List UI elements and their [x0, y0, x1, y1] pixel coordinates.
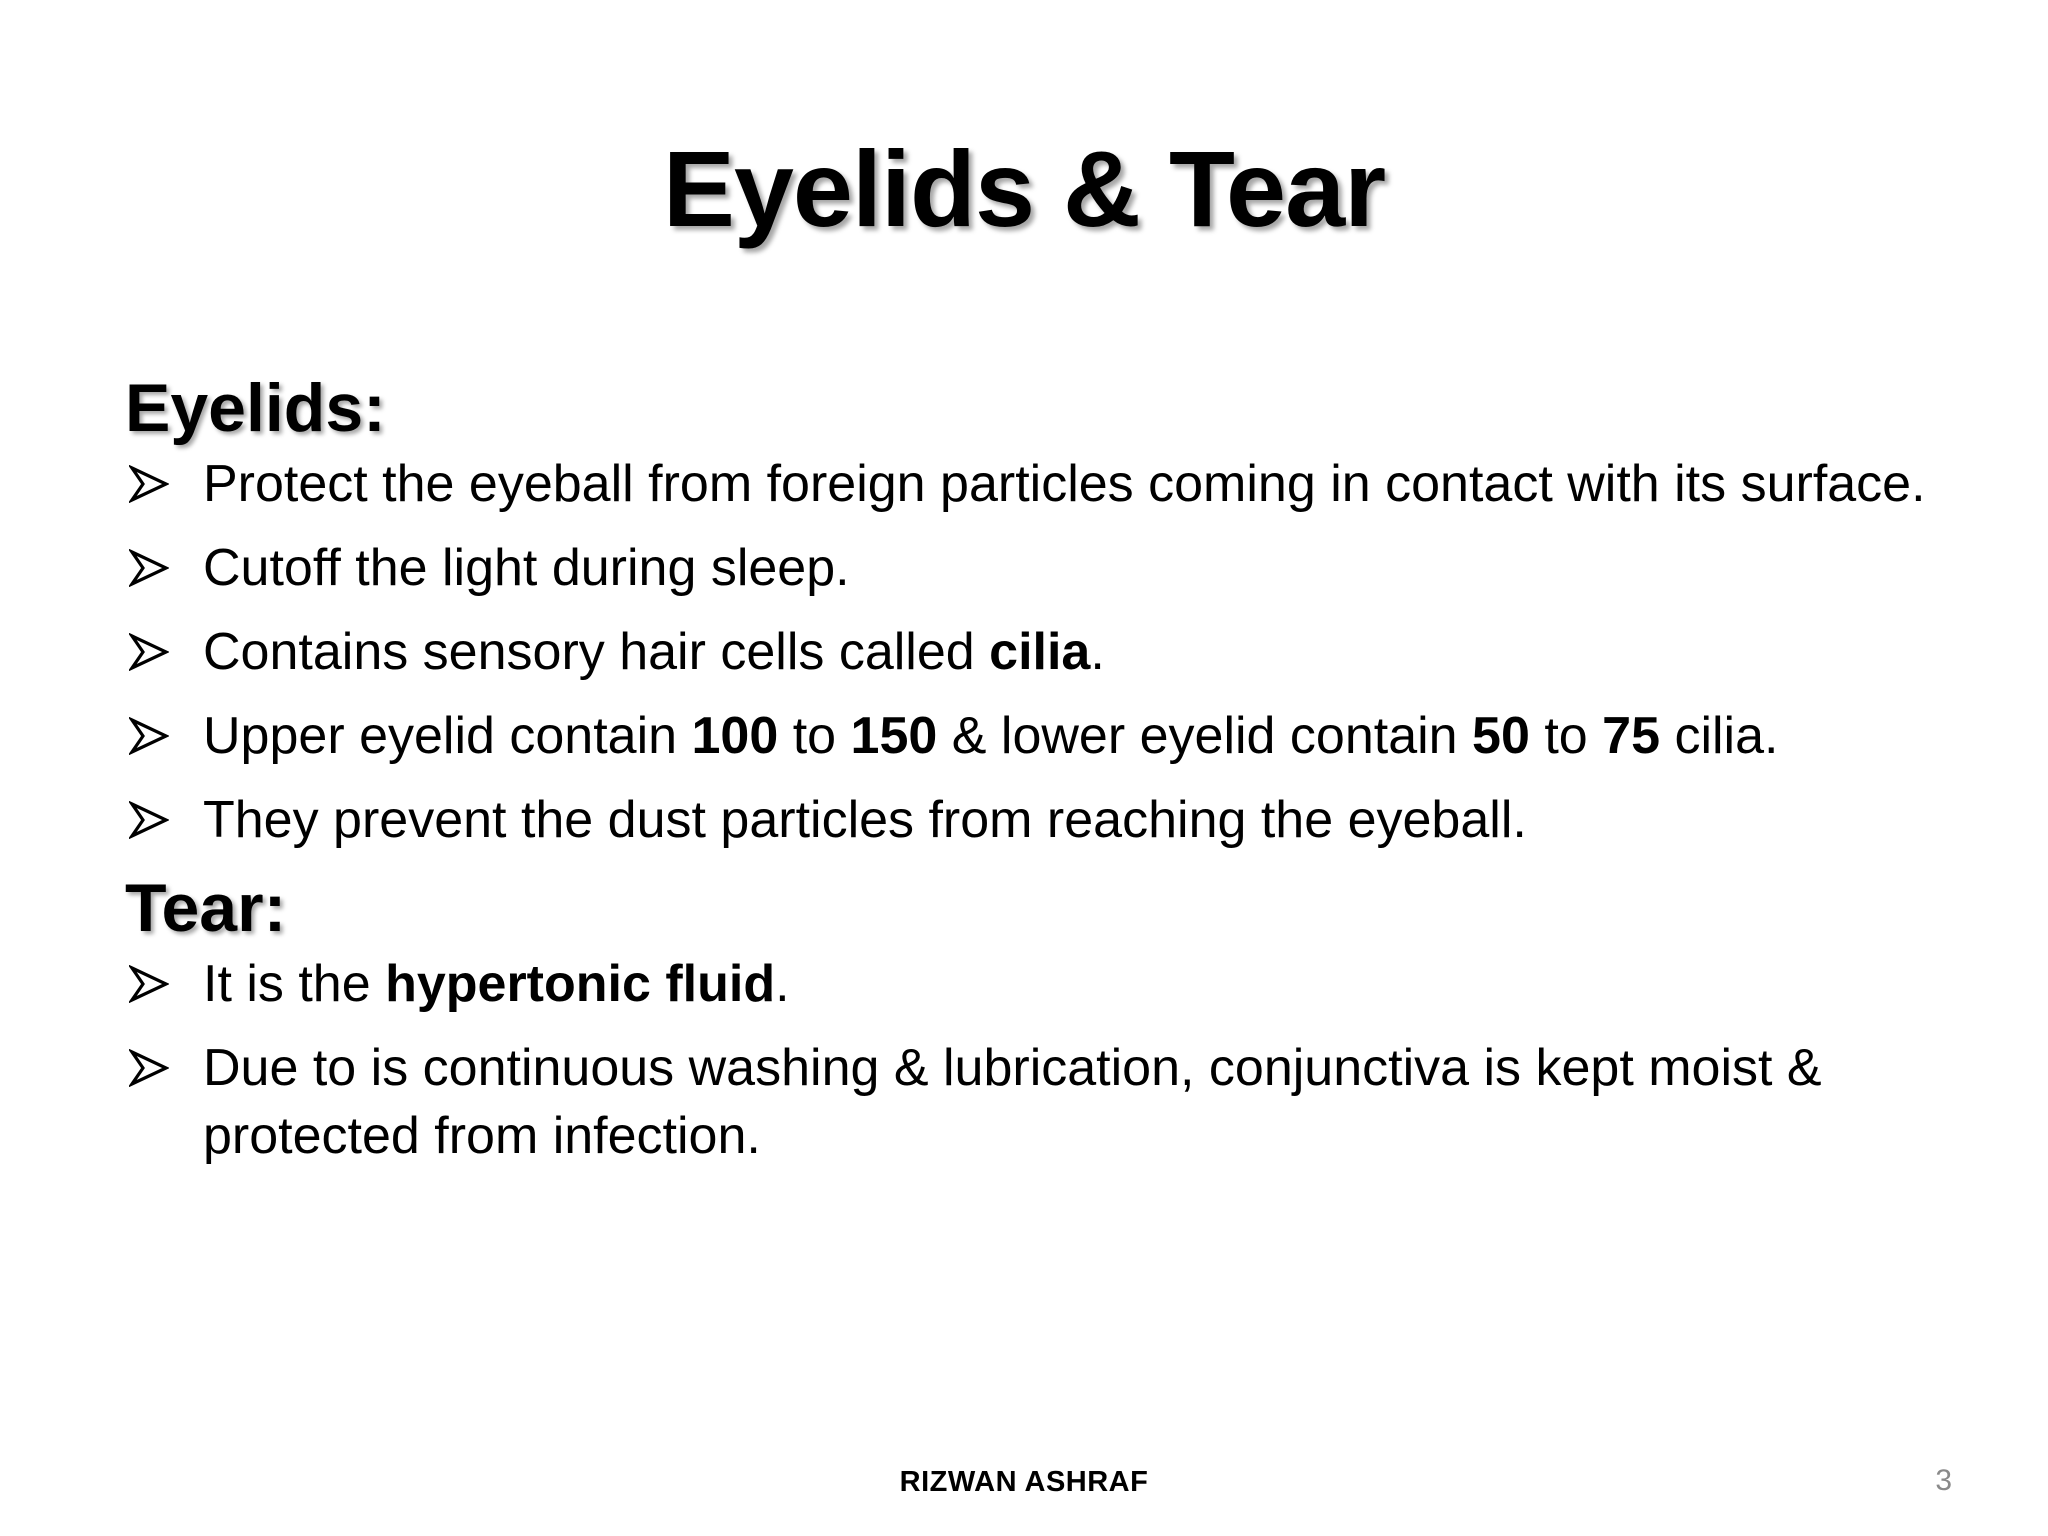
bullet-item: [125, 702, 1945, 770]
bold-number: 100: [691, 707, 779, 766]
bullet-item: [125, 534, 1945, 602]
bullet-item: [125, 786, 1945, 854]
arrow-bullet-icon: [129, 786, 173, 854]
bullet-text: They prevent the dust particles from reaching the eyeball.: [203, 791, 1527, 850]
bullet-text: Protect the eyeball from foreign particles coming in contact with its surface.: [203, 455, 1926, 514]
bullet-item: [125, 618, 1945, 686]
bullet-text: Cutoff the light during sleep.: [203, 539, 850, 598]
bullet-text: Upper eyelid contain 100 to 150 & lower eyelid contain 50 to 75 cilia.: [203, 707, 1779, 766]
eyelids-bullet-list: [125, 450, 1945, 854]
tear-bullet-list: [125, 950, 1945, 1170]
slide-title: Eyelids & Tear: [662, 128, 1386, 249]
bold-number: 50: [1472, 707, 1530, 766]
slide-content: [125, 370, 1945, 1186]
arrow-bullet-icon: [129, 1034, 173, 1102]
section-heading-tear: Tear:: [125, 870, 287, 947]
arrow-bullet-icon: [129, 950, 173, 1018]
bullet-text: It is the hypertonic fluid.: [203, 955, 790, 1014]
bullet-item: [125, 1034, 1945, 1170]
bullet-text: Due to is continuous washing & lubrication, conjunctiva is kept moist & protected from infection.: [203, 1039, 1822, 1166]
bullet-item: [125, 950, 1945, 1018]
arrow-bullet-icon: [129, 534, 173, 602]
arrow-bullet-icon: [129, 450, 173, 518]
bullet-item: [125, 450, 1945, 518]
bold-term: hypertonic fluid: [385, 955, 776, 1014]
arrow-bullet-icon: [129, 618, 173, 686]
arrow-bullet-icon: [129, 702, 173, 770]
footer-author: RIZWAN ASHRAF: [899, 1466, 1149, 1498]
section-heading-eyelids: Eyelids:: [125, 370, 386, 446]
page-number: 3: [1935, 1464, 1952, 1497]
bullet-text: Contains sensory hair cells called cilia.: [203, 623, 1105, 682]
bold-term: cilia: [989, 623, 1091, 682]
bold-number: 150: [850, 707, 938, 766]
bold-number: 75: [1602, 707, 1660, 766]
